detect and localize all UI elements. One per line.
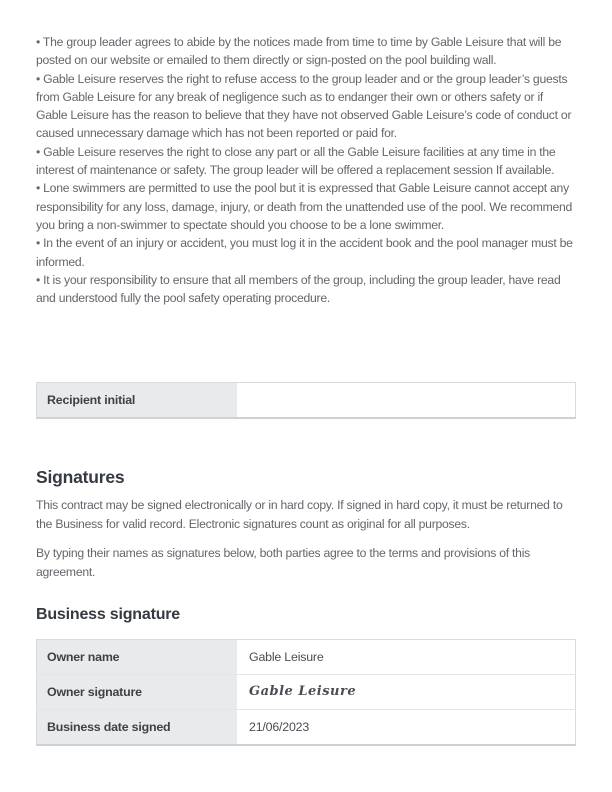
- table-row: [37, 675, 576, 710]
- signatures-intro-paragraph: This contract may be signed electronically or in hard copy. If signed in hard copy, it must be returned to the Business for valid record. Electronic signatures count as original for all purposes.: [36, 498, 563, 531]
- table-row: [37, 640, 576, 675]
- term-bullet: • The group leader agrees to abide by the notices made from time to time by Gable Leisure that will be posted on our website or emailed to them directly or sign-posted on the pool building wall.: [36, 35, 562, 68]
- recipient-initial-label: Recipient initial: [37, 383, 238, 419]
- term-bullet: • It is your responsibility to ensure that all members of the group, including the group leader, have read and understood fully the pool safety operating procedure.: [36, 272, 561, 306]
- terms-list: [36, 33, 576, 382]
- term-bullet: • Gable Leisure reserves the right to refuse access to the group leader and or the group leader’s guests from Gable Leisure for any break of negligence such as to endanger their own or others safety or if Gable Leisure has the reason to believe that they have not observed Gable Leisure’s code of conduct or caused unnecessary damage which has not been reported or paid for.: [36, 71, 572, 141]
- term-bullet: • In the event of an injury or accident, you must log it in the accident book and the pool manager must be informed.: [36, 236, 573, 269]
- term-bullet: • Gable Leisure reserves the right to close any part or all the Gable Leisure facilities at any time in the interest of maintenance or safety. The group leader will be offered a replacement session If available.: [36, 144, 556, 178]
- table-row: [37, 710, 576, 746]
- signatures-agreement-paragraph: By typing their names as signatures below, both parties agree to the terms and provisions of this agreement.: [36, 546, 530, 579]
- signatures-heading: Signatures: [36, 467, 125, 487]
- recipient-initial-field[interactable]: [237, 383, 576, 419]
- table-row: [37, 383, 576, 419]
- business-date-signed-value: 21/06/2023: [237, 710, 576, 746]
- owner-signature-label: Owner signature: [37, 675, 238, 710]
- recipient-initial-table: [36, 382, 576, 419]
- owner-name-value: Gable Leisure: [237, 640, 576, 675]
- term-bullet: • Lone swimmers are permitted to use the pool but it is expressed that Gable Leisure cannot accept any responsibility for any loss, damage, injury, or death from the unattended use of the pool. We recommend you bring a non-swimmer to spectate should you choose to be a lone swimmer.: [36, 181, 573, 232]
- owner-name-label: Owner name: [37, 640, 238, 675]
- owner-signature-value: Gable Leisure: [237, 675, 576, 710]
- business-signature-heading: Business signature: [36, 606, 181, 623]
- business-signature-table: [36, 639, 576, 746]
- business-date-signed-label: Business date signed: [37, 710, 238, 746]
